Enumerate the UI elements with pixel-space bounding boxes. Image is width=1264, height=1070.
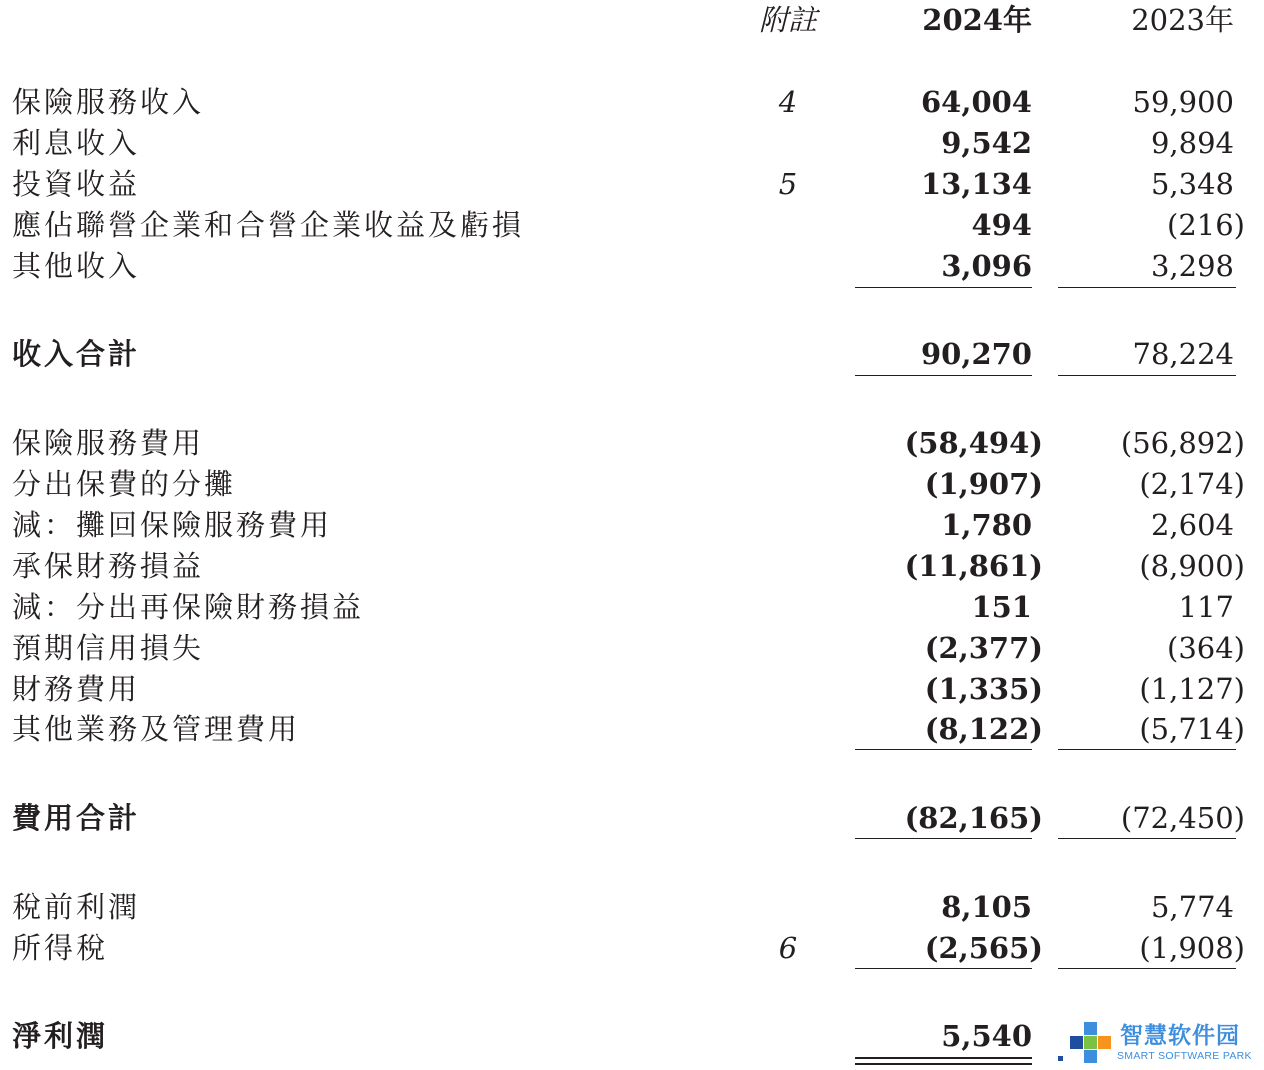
underline-2024 (855, 968, 1032, 969)
row-label: 其他收入 (12, 249, 141, 283)
row-label: 稅前利潤 (12, 890, 141, 924)
underline-2024 (855, 838, 1032, 839)
underline-2024 (855, 749, 1032, 750)
value-2024: (2,377) (924, 631, 1043, 665)
value-2023: 2,604 (1150, 508, 1234, 542)
value-2023: 9,894 (1150, 126, 1234, 160)
row-label: 收入合計 (12, 337, 141, 371)
value-2023: (56,892) (1120, 426, 1245, 460)
value-2024: 8,105 (941, 890, 1032, 924)
logo-square-icon (1084, 1022, 1097, 1035)
row-insurance-service-expense (0, 423, 1264, 463)
row-label: 淨利潤 (12, 1019, 109, 1053)
header-2023: 2023年 (1131, 3, 1234, 37)
value-2023: 3,298 (1150, 249, 1234, 283)
row-label: 投資收益 (12, 167, 141, 201)
underline-2024 (855, 375, 1032, 376)
row-other-operating-admin-expenses (0, 709, 1264, 749)
row-label: 承保財務損益 (12, 549, 205, 583)
value-2024: (8,122) (924, 712, 1043, 746)
row-label: 所得稅 (12, 931, 109, 965)
row-reinsurance-finance-income (0, 587, 1264, 627)
value-2023: (8,900) (1139, 549, 1245, 583)
row-label: 預期信用損失 (12, 631, 205, 665)
watermark-logo (1056, 1022, 1264, 1070)
logo-square-icon (1084, 1050, 1097, 1063)
row-insurance-service-revenue (0, 82, 1264, 122)
value-2024: (2,565) (924, 931, 1043, 965)
underline-2023 (1058, 375, 1236, 376)
value-2024: (11,861) (904, 549, 1043, 583)
header-note: 附註 (758, 3, 817, 37)
row-note: 6 (778, 931, 798, 965)
row-total-revenue (0, 334, 1264, 374)
row-label: 減：分出再保險財務損益 (12, 590, 365, 624)
underline-2023 (1058, 838, 1236, 839)
value-2023: (5,714) (1139, 712, 1245, 746)
value-2024: 1,780 (941, 508, 1032, 542)
value-2023: 59,900 (1132, 85, 1234, 119)
value-2023: (1,127) (1139, 672, 1245, 706)
value-2024: (82,165) (904, 801, 1043, 835)
value-2024: 151 (971, 590, 1032, 624)
row-label: 保險服務收入 (12, 85, 205, 119)
row-interest-income (0, 123, 1264, 163)
value-2024: 494 (971, 208, 1032, 242)
row-label: 保險服務費用 (12, 426, 205, 460)
underline-2023 (1058, 749, 1236, 750)
row-note: 5 (778, 167, 798, 201)
row-expected-credit-losses (0, 628, 1264, 668)
row-income-tax (0, 928, 1264, 968)
value-2024: 5,540 (941, 1019, 1032, 1053)
underline-2024 (855, 287, 1032, 288)
value-2023: (216) (1167, 208, 1245, 242)
value-2023: 78,224 (1132, 337, 1234, 371)
value-2023: (1,908) (1139, 931, 1245, 965)
value-2024: 64,004 (921, 85, 1032, 119)
row-finance-costs (0, 669, 1264, 709)
row-label: 其他業務及管理費用 (12, 712, 301, 746)
value-2023: (2,174) (1139, 467, 1245, 501)
row-recovered-insurance-service-expense (0, 505, 1264, 545)
value-2024: (1,907) (924, 467, 1043, 501)
row-note: 4 (778, 85, 798, 119)
row-profit-before-tax (0, 887, 1264, 927)
row-label: 費用合計 (12, 801, 141, 835)
value-2023: 117 (1178, 590, 1234, 624)
row-label: 減：攤回保險服務費用 (12, 508, 333, 542)
logo-square-icon (1098, 1036, 1111, 1049)
watermark-title: 智慧软件园 (1120, 1023, 1240, 1049)
logo-square-icon (1058, 1056, 1063, 1061)
value-2024: 9,542 (941, 126, 1032, 160)
value-2024: 3,096 (941, 249, 1032, 283)
value-2024: (58,494) (904, 426, 1043, 460)
value-2024: (1,335) (924, 672, 1043, 706)
value-2023: (364) (1167, 631, 1245, 665)
double-underline-2024 (855, 1057, 1032, 1065)
row-investment-income (0, 164, 1264, 204)
row-label: 利息收入 (12, 126, 141, 160)
row-label: 分出保費的分攤 (12, 467, 237, 501)
row-other-income (0, 246, 1264, 286)
watermark-subtitle: SMART SOFTWARE PARK (1117, 1050, 1252, 1062)
logo-square-icon (1070, 1036, 1083, 1049)
row-label: 應佔聯營企業和合營企業收益及虧損 (12, 208, 525, 242)
value-2023: (72,450) (1120, 801, 1245, 835)
value-2023: 5,348 (1150, 167, 1234, 201)
row-allocation-of-ceded-premiums (0, 464, 1264, 504)
value-2024: 90,270 (921, 337, 1032, 371)
logo-square-icon (1084, 1036, 1097, 1049)
underline-2023 (1058, 968, 1236, 969)
row-insurance-finance-expense (0, 546, 1264, 586)
header-2024: 2024年 (922, 3, 1032, 37)
row-share-of-associates (0, 205, 1264, 245)
row-label: 財務費用 (12, 672, 141, 706)
underline-2023 (1058, 287, 1236, 288)
row-total-expenses (0, 798, 1264, 838)
value-2024: 13,134 (921, 167, 1032, 201)
value-2023: 5,774 (1150, 890, 1234, 924)
